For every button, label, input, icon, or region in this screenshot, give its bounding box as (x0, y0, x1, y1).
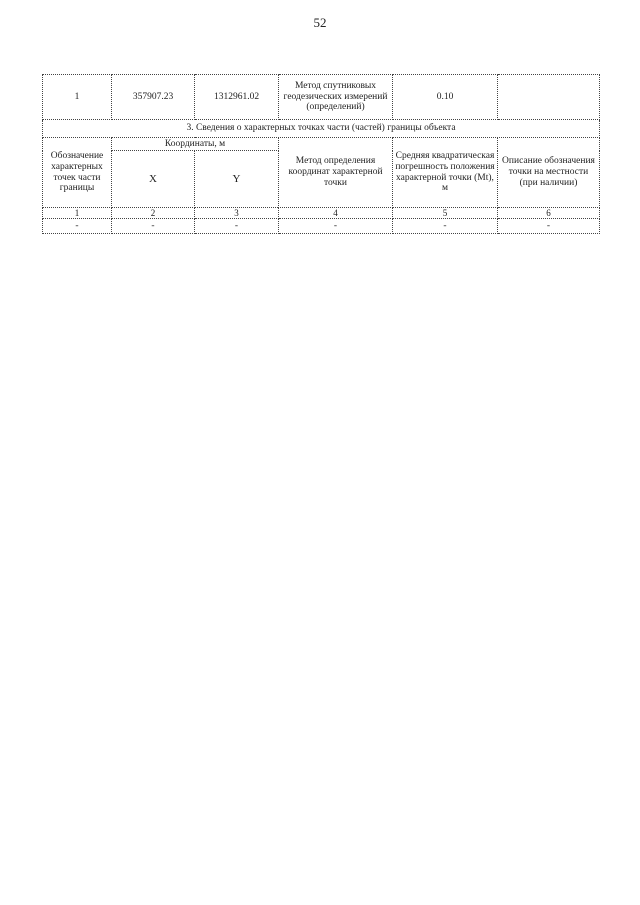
header-x: X (112, 151, 195, 208)
section-title-row (43, 120, 600, 138)
table-cell: - (43, 219, 112, 234)
table-cell: - (195, 219, 279, 234)
cell-accuracy: 0.10 (393, 75, 498, 120)
column-number: 1 (43, 208, 112, 219)
column-number: 2 (112, 208, 195, 219)
coordinates-table (42, 74, 600, 234)
table-cell: - (279, 219, 393, 234)
column-number: 3 (195, 208, 279, 219)
header-y: Y (195, 151, 279, 208)
table-cell: - (393, 219, 498, 234)
cell-x: 357907.23 (112, 75, 195, 120)
page-number: 52 (313, 15, 327, 30)
cell-point-number: 1 (43, 75, 112, 120)
header-coordinates: Координаты, м (112, 138, 279, 151)
header-row (43, 138, 600, 151)
cell-y: 1312961.02 (195, 75, 279, 120)
table-row (43, 219, 600, 234)
section-title: 3. Сведения о характерных точках части (частей) границы объекта (43, 120, 600, 138)
column-number-row (43, 208, 600, 219)
cell-method: Метод спутниковых геодезических измерений (определений) (279, 75, 393, 120)
header-accuracy: Средняя квадратическая погрешность положения характерной точки (Mt), м (393, 138, 498, 208)
header-method: Метод определения координат характерной точки (279, 138, 393, 208)
header-description: Описание обозначения точки на местности (при наличии) (498, 138, 600, 208)
cell-description (498, 75, 600, 120)
table-row (43, 75, 600, 120)
column-number: 4 (279, 208, 393, 219)
header-point-designation: Обозначение характерных точек части границы (43, 138, 112, 208)
table-cell: - (498, 219, 600, 234)
table-cell: - (112, 219, 195, 234)
column-number: 5 (393, 208, 498, 219)
column-number: 6 (498, 208, 600, 219)
